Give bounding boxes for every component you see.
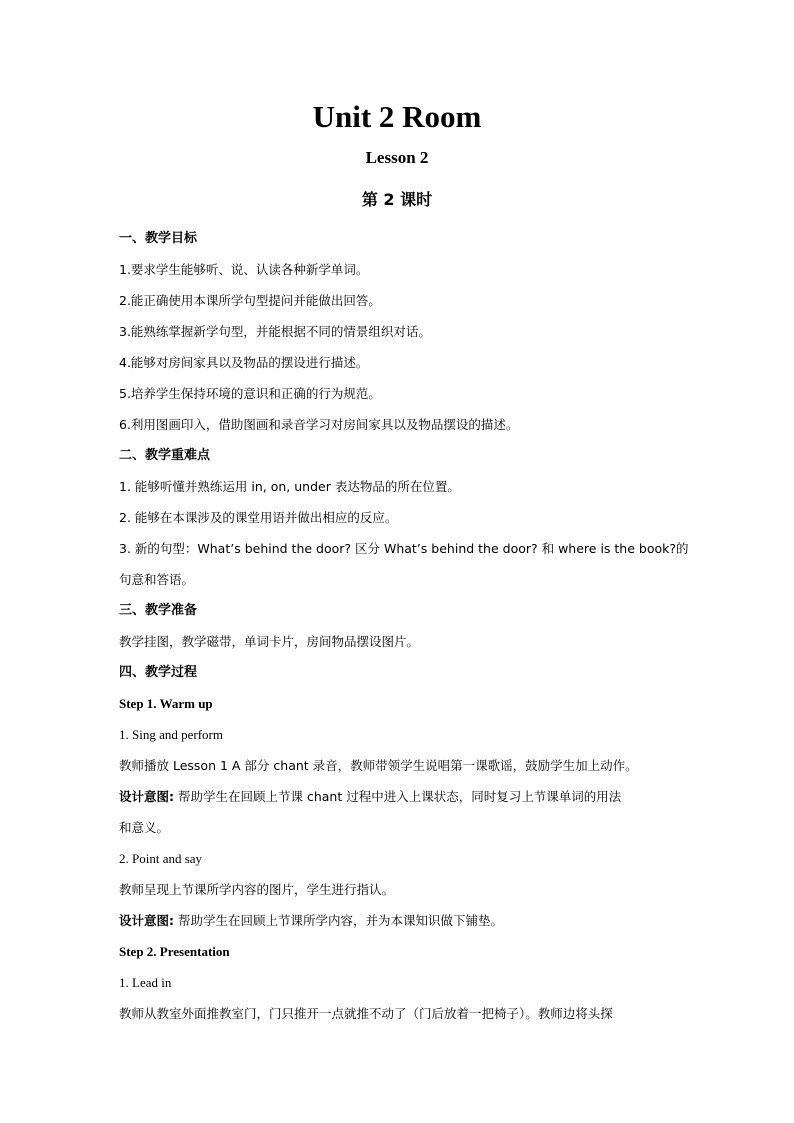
section-heading-process: 四、教学过程 xyxy=(119,665,198,680)
design-intent-label: 设计意图: xyxy=(119,789,174,804)
document-title: Unit 2 Room xyxy=(312,99,482,134)
key-point-item: 1. 能够听懂并熟练运用 in, on, under 表达物品的所在位置。 xyxy=(119,479,460,494)
design-intent xyxy=(119,905,679,936)
step-title: Step 2. Presentation xyxy=(119,944,230,959)
section-heading-key-points: 二、教学重难点 xyxy=(119,448,211,463)
lesson-period-subtitle: 第 2 课时 xyxy=(361,190,433,209)
step-text: 教师呈现上节课所学内容的图片，学生进行指认。 xyxy=(119,882,395,897)
section-heading-objectives: 一、教学目标 xyxy=(119,231,198,246)
design-intent-label: 设计意图: xyxy=(119,913,174,928)
step-text: 教师播放 Lesson 1 A 部分 chant 录音，教师带领学生说唱第一课歌谣，鼓励学生加上动作。 xyxy=(119,758,638,773)
step-title: Step 1. Warm up xyxy=(119,696,213,711)
step-subtitle: 1. Lead in xyxy=(119,975,172,990)
objective-item: 3.能熟练掌握新学句型，并能根据不同的情景组织对话。 xyxy=(119,324,431,339)
design-intent xyxy=(119,781,679,812)
document-body xyxy=(119,223,689,1029)
design-intent-continued: 和意义。 xyxy=(119,820,170,835)
objective-item: 1.要求学生能够听、说、认读各种新学单词。 xyxy=(119,262,369,277)
objective-item: 4.能够对房间家具以及物品的摆设进行描述。 xyxy=(119,355,369,370)
key-point-item: 3. 新的句型：What’s behind the door? 区分 What’s behind the door? 和 where is the book?的 xyxy=(119,541,689,556)
objective-item: 2.能正确使用本课所学句型提问并能做出回答。 xyxy=(119,293,381,308)
step-text: 教师从教室外面推教室门，门只推开一点就推不动了（门后放着一把椅子）。教师边将头探 xyxy=(119,1006,613,1021)
key-point-item: 2. 能够在本课涉及的课堂用语并做出相应的反应。 xyxy=(119,510,398,525)
key-point-item-continued: 句意和答语。 xyxy=(119,572,195,587)
step-subtitle: 2. Point and say xyxy=(119,851,203,866)
lesson-subtitle: Lesson 2 xyxy=(365,148,429,167)
objective-item: 5.培养学生保持环境的意识和正确的行为规范。 xyxy=(119,386,381,401)
design-intent-text: 帮助学生在回顾上节课所学内容，并为本课知识做下铺垫。 xyxy=(174,913,503,928)
objective-item: 6.利用图画印入，借助图画和录音学习对房间家具以及物品摆设的描述。 xyxy=(119,417,519,432)
preparation-text: 教学挂图，教学磁带，单词卡片，房间物品摆设图片。 xyxy=(119,634,420,649)
design-intent-text: 帮助学生在回顾上节课 chant 过程中进入上课状态，同时复习上节课单词的用法 xyxy=(174,789,622,804)
step-subtitle: 1. Sing and perform xyxy=(119,727,223,742)
section-heading-preparation: 三、教学准备 xyxy=(119,603,198,618)
